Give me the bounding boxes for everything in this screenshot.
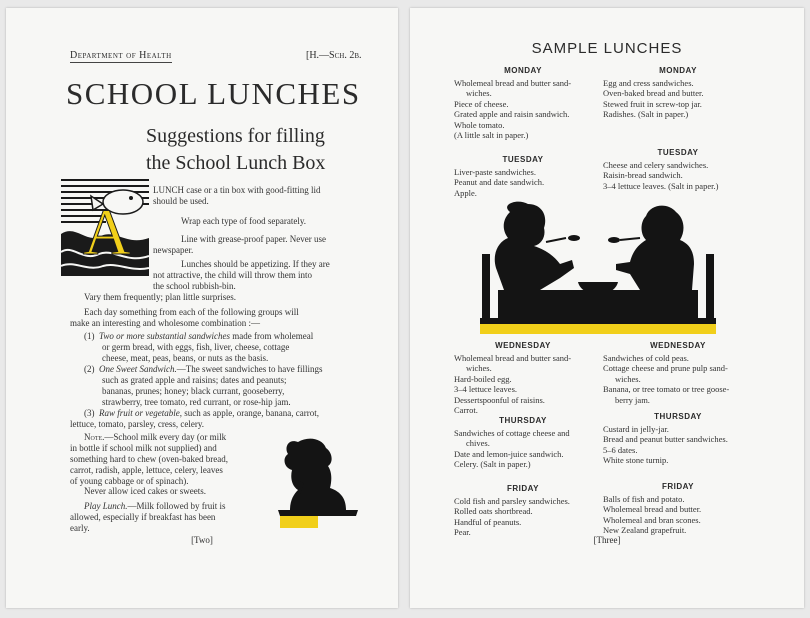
menu-item: Carrot. [454, 405, 478, 416]
department-heading: Department of Health [70, 50, 172, 61]
group-1 [84, 331, 374, 364]
menu-list [603, 424, 728, 466]
wrap-paragraph: Wrap each type of food separately. [181, 216, 306, 226]
day-heading: TUESDAY [657, 148, 699, 157]
text-line: early. [70, 523, 90, 533]
group-title: One Sweet Sandwich. [99, 364, 177, 374]
text-line: in bottle if school milk not supplied) and [70, 443, 217, 453]
text-line: strawberry, tree tomato, red currant, or rose-hip jam. [102, 397, 291, 407]
menu-item: Celery. (Salt in paper.) [454, 459, 531, 470]
text-line: of young cabbage or of spinach). [70, 476, 189, 486]
menu-item: Pear. [454, 527, 471, 538]
menu-list [454, 167, 544, 198]
menu-item: Stewed fruit in screw-top jar. [603, 98, 702, 109]
text-line: Line with grease-proof paper. Never use [181, 234, 326, 244]
menu-item: Banana, or tree tomato or tree goose- [603, 384, 730, 395]
menu-item: berry jam. [615, 394, 650, 405]
menu-item: New Zealand grapefruit. [603, 525, 687, 536]
text-line: —Milk followed by fruit is [127, 501, 226, 511]
menu-list [603, 78, 704, 120]
appetizing-paragraph [153, 259, 373, 292]
menu-item: wiches. [615, 373, 641, 384]
menu-list [603, 494, 701, 536]
drop-cap-illustration [61, 174, 149, 276]
menu-item: Cold fish and parsley sandwiches. [454, 496, 570, 506]
menu-item: Sandwiches of cottage cheese and [454, 428, 570, 438]
page-number: [Two] [191, 535, 213, 545]
group-title: Raw fruit or vegetable, [99, 408, 182, 418]
text-line: allowed, especially if breakfast has been [70, 512, 216, 522]
menu-item: Oven-baked bread and butter. [603, 88, 704, 99]
text-line: Lunches should be appetizing. If they are [181, 259, 330, 269]
menu-item: Raisin-bread sandwich. [603, 170, 683, 181]
text-line: —School milk every day (or milk [104, 432, 227, 442]
menu-item: Custard in jelly-jar. [603, 424, 669, 434]
group-number: (3) [84, 408, 95, 418]
menu-item: Liver-paste sandwiches. [454, 167, 536, 177]
menu-item: wiches. [466, 88, 492, 99]
menu-list [603, 353, 729, 405]
page-number: [Three] [593, 535, 621, 545]
menu-list [454, 78, 571, 140]
text-line: such as grated apple and raisins; dates and peanuts; [102, 375, 287, 385]
each-day-paragraph [70, 307, 370, 329]
menu-item: Grated apple and raisin sandwich. [454, 109, 570, 120]
text-line: cheese, meat, peas, beans, or nuts as the basis. [102, 353, 269, 363]
reference-code: [H.—Sch. 2b. [306, 50, 362, 61]
menu-item: Sandwiches of cold peas. [603, 353, 689, 363]
intro-line: LUNCH case or a tin box with good-fitting lid [153, 185, 321, 195]
menu-item: Dessertspoonful of raisins. [454, 394, 545, 405]
menu-item: Whole tomato. [454, 119, 505, 130]
text-line: the school rubbish-bin. [153, 281, 236, 291]
day-heading: WEDNESDAY [650, 341, 706, 350]
group-3 [70, 408, 374, 430]
menu-item: Cheese and celery sandwiches. [603, 160, 709, 170]
subtitle-line-1: Suggestions for filling [146, 125, 325, 147]
text-line: carrot, radish, apple, lettuce, celery, leaves [70, 465, 223, 475]
intro-paragraph [153, 185, 368, 207]
menu-item: 5–6 dates. [603, 444, 638, 455]
menu-item: Wholemeal and bran scones. [603, 514, 701, 525]
subtitle-line-2: the School Lunch Box [146, 152, 326, 174]
day-heading: TUESDAY [502, 155, 544, 164]
menu-item: Handful of peanuts. [454, 516, 522, 527]
menu-item: Egg and cress sandwiches. [603, 78, 694, 88]
menu-item: wiches. [466, 363, 492, 374]
day-heading: FRIDAY [661, 482, 695, 491]
line-paragraph-cont: newspaper. [153, 245, 194, 255]
note-paragraph [70, 432, 270, 487]
group-title: Two or more substantial sandwiches [99, 331, 231, 341]
group-2 [84, 364, 374, 408]
page-title: SCHOOL LUNCHES [66, 76, 361, 111]
text-line: Each day something from each of the following groups will [84, 307, 299, 317]
text-line: lettuce, tomato, parsley, cress, celery. [70, 419, 205, 429]
drop-cap-letter: A [83, 196, 131, 269]
never-paragraph: Never allow iced cakes or sweets. [84, 486, 206, 496]
text-line: made from wholemeal [230, 331, 314, 341]
day-heading: MONDAY [659, 66, 697, 75]
menu-item: Hard-boiled egg. [454, 373, 512, 384]
page-title: SAMPLE LUNCHES [531, 40, 683, 57]
vary-paragraph: Vary them frequently; plan little surprises. [84, 292, 236, 302]
left-page [6, 8, 398, 608]
menu-item: Wholemeal bread and butter sand- [454, 353, 572, 363]
menu-item: Cottage cheese and prune pulp sand- [603, 363, 728, 374]
menu-item: Rolled oats shortbread. [454, 506, 533, 517]
play-lunch-paragraph [70, 501, 270, 534]
menu-item: Date and lemon-juice sandwich. [454, 448, 564, 459]
menu-item: Peanut and date sandwich. [454, 177, 545, 188]
text-line: not attractive, the child will throw them into [153, 270, 312, 280]
text-line: —The sweet sandwiches to have fillings [176, 364, 323, 374]
menu-item: Balls of fish and potato. [603, 494, 685, 504]
girl-eating-silhouette [268, 434, 368, 530]
group-number: (2) [84, 364, 95, 374]
menu-item: chives. [466, 438, 490, 449]
menu-item: Piece of cheese. [454, 98, 509, 109]
menu-list [454, 496, 570, 538]
menu-item: White stone turnip. [603, 455, 669, 466]
text-line: such as apple, orange, banana, carrot, [182, 408, 319, 418]
menu-item: Wholemeal bread and butter. [603, 504, 702, 515]
day-heading: MONDAY [504, 66, 542, 75]
note-label: Note. [84, 432, 105, 442]
text-line: make an interesting and wholesome combination :— [70, 318, 260, 328]
text-line: or germ bread, with eggs, fish, liver, cheese, cottage [102, 342, 290, 352]
menu-item: (A little salt in paper.) [454, 130, 529, 141]
menu-list [454, 428, 570, 470]
children-eating-silhouette [480, 198, 716, 336]
menu-item: Apple. [454, 187, 477, 198]
day-heading: WEDNESDAY [495, 341, 551, 350]
play-lunch-title: Play Lunch. [84, 501, 128, 511]
day-heading: FRIDAY [506, 484, 540, 493]
menu-item: 3–4 lettuce leaves. (Salt in paper.) [603, 180, 719, 191]
menu-item: Wholemeal bread and butter sand- [454, 78, 572, 88]
right-page [410, 8, 804, 608]
menu-list [454, 353, 571, 415]
line-paragraph [181, 234, 371, 245]
menu-item: 3–4 lettuce leaves. [454, 384, 518, 395]
menu-list [603, 160, 718, 191]
text-line: something hard to chew (oven-baked bread, [70, 454, 228, 464]
text-line: bananas, prunes; honey; black currant, gooseberry, [102, 386, 285, 396]
intro-line: should be used. [153, 196, 209, 206]
menu-item: Radishes. (Salt in paper.) [603, 109, 689, 120]
day-heading: THURSDAY [499, 416, 547, 425]
menu-item: Bread and peanut butter sandwiches. [603, 434, 728, 445]
group-number: (1) [84, 331, 95, 341]
day-heading: THURSDAY [654, 412, 702, 421]
